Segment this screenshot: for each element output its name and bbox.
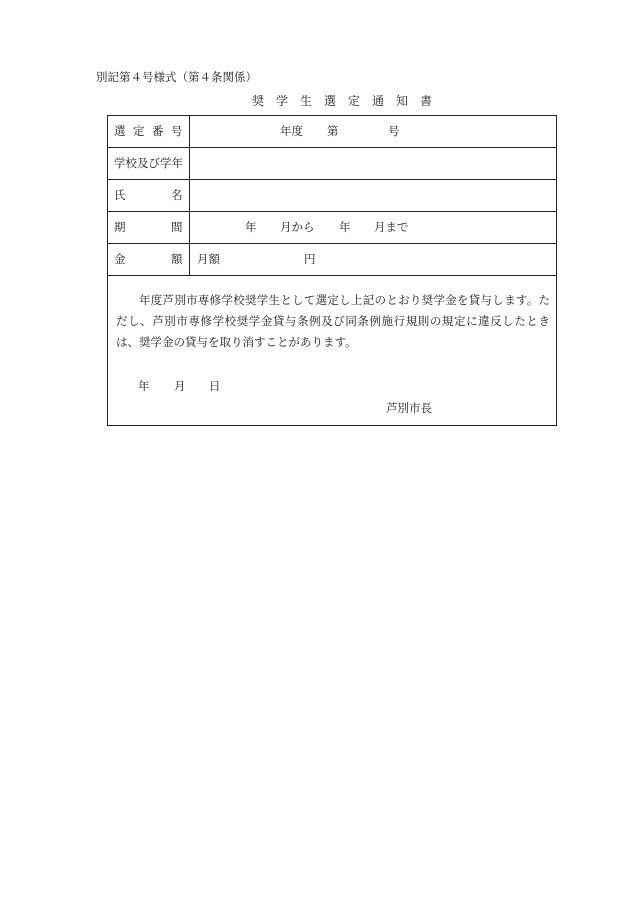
label-period [108,212,190,243]
label-char: 額 [171,252,183,266]
label-char: 番 [152,124,164,138]
yen-label: 円 [304,252,316,266]
selection-number-field[interactable] [191,116,556,147]
name-field[interactable] [191,180,556,211]
period-month-from: 月から [280,220,315,234]
period-field[interactable] [191,212,556,243]
school-grade-field[interactable] [191,148,556,179]
amount-field[interactable] [191,244,556,275]
row-selection-number [108,116,556,148]
label-char: 定 [133,124,145,138]
title-char: 知 [396,94,409,108]
row-school-grade [108,148,556,180]
period-year-from: 年 [245,220,257,234]
title-char: 通 [372,94,385,108]
signatory-mayor: 芦別市長 [386,401,432,415]
label-char: 氏 [114,188,126,202]
label-char: 名 [171,188,183,202]
label-char: 金 [114,252,126,266]
go-label: 号 [388,124,400,138]
form-number-label: 別記第４号様式（第４条関係） [96,70,257,84]
title-char: 生 [300,94,313,108]
title-char: 書 [420,94,433,108]
label-selection-number [108,116,190,147]
label-char: 期 [114,220,126,234]
row-amount [108,244,556,276]
label-amount [108,244,190,275]
title-char: 奨 [252,94,265,108]
date-day: 日 [209,379,221,393]
title-char: 定 [348,94,361,108]
date-month: 月 [174,379,186,393]
label-school-grade [108,148,190,179]
date-year: 年 [138,379,150,393]
label-char: 選 [114,124,126,138]
period-year-to: 年 [339,220,351,234]
notice-block [108,276,556,425]
label-text: 学校及び学年 [114,156,183,170]
fiscal-year-label: 年度 [280,124,303,138]
label-name [108,180,190,211]
title-char: 選 [324,94,337,108]
period-month-to: 月まで [374,220,409,234]
notice-body: 年度芦別市専修学校奨学生として選定し上記のとおり奨学金を貸与します。ただし、芦別市専修学校奨学金貸与条例及び同条例施行規則の規定に違反したときは、奨学金の貸与を取り消すことがあります。 [116,293,550,349]
monthly-amount-label: 月額 [197,252,220,266]
label-char: 号 [171,124,183,138]
label-char: 間 [171,220,183,234]
row-period [108,212,556,244]
selection-notice-table [107,115,557,426]
dai-label: 第 [327,124,339,138]
title-char: 学 [276,94,289,108]
row-name [108,180,556,212]
